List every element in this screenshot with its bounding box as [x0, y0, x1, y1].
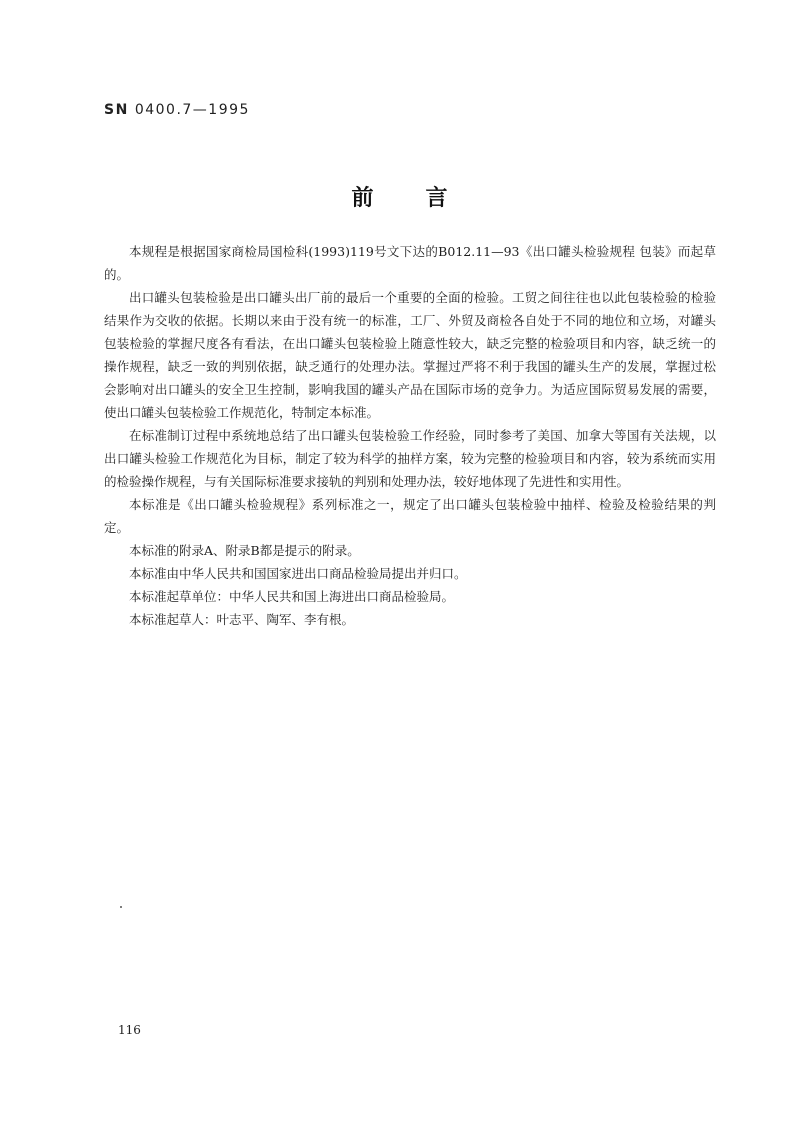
paragraph-scope: 本标准是《出口罐头检验规程》系列标准之一，规定了出口罐头包装检验中抽样、检验及检验结果的判定。	[104, 497, 716, 535]
standard-number: 0400.7—1995	[134, 102, 250, 118]
paragraph-drafting-unit: 本标准起草单位：中华人民共和国上海进出口商品检验局。	[129, 589, 455, 604]
standard-prefix: SN	[104, 102, 129, 118]
page-title: 前言	[351, 186, 500, 211]
foreword-body	[104, 240, 716, 631]
paragraph-background: 出口罐头包装检验是出口罐头出厂前的最后一个重要的全面的检验。工贸之间往往也以此包装检验的检验结果作为交收的依据。长期以来由于没有统一的标准，工厂、外贸及商检各自处于不同的地位和立场，对罐头包装检验的掌握尺度各有看法，在出口罐头包装检验上随意性较大，缺乏完整的检验项目和内容，缺乏统一的操作规程，缺乏一致的判别依据，缺乏通行的处理办法。掌握过严将不利于我国的罐头生产的发展，掌握过松会影响对出口罐头的安全卫生控制，影响我国的罐头产品在国际市场的竞争力。为适应国际贸易发展的需要，使出口罐头包装检验工作规范化，特制定本标准。	[104, 290, 716, 420]
scan-speck	[120, 906, 122, 908]
paragraph-proposer: 本标准由中华人民共和国国家进出口商品检验局提出并归口。	[129, 566, 467, 581]
paragraph-appendix: 本标准的附录A、附录B都是提示的附录。	[129, 543, 360, 558]
paragraph-drafting-process: 在标准制订过程中系统地总结了出口罐头包装检验工作经验，同时参考了美国、加拿大等国有关法规，以出口罐头检验工作规范化为目标，制定了较为科学的抽样方案，较为完整的检验项目和内容，较为系统而实用的检验操作规程，与有关国际标准要求接轨的判别和处理办法，较好地体现了先进性和实用性。	[104, 428, 716, 489]
paragraph-drafters: 本标准起草人：叶志平、陶军、李有根。	[129, 612, 355, 627]
page-number: 116	[118, 1023, 141, 1037]
paragraph-origin: 本规程是根据国家商检局国检科(1993)119号文下达的B012.11—93《出口罐头检验规程 包装》而起草的。	[104, 244, 716, 282]
standard-code	[104, 102, 250, 118]
